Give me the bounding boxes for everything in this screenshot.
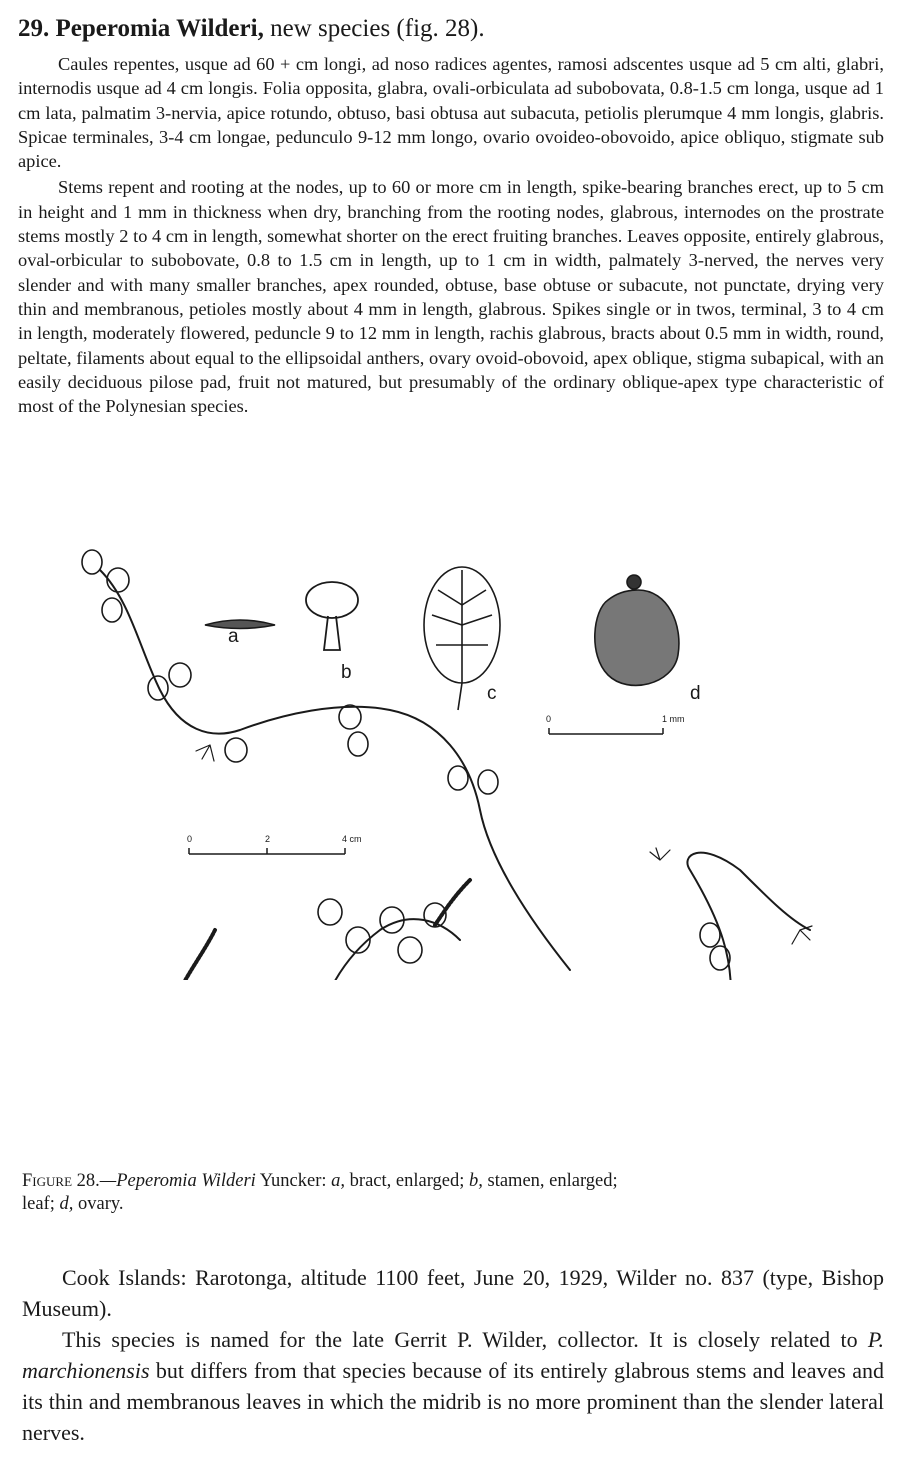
label-c: c [487, 683, 497, 704]
species-heading-rest: new species (fig. 28). [263, 15, 485, 42]
scale-mm-end: 1 mm [662, 714, 685, 724]
caption-species: —Peperomia Wilderi [99, 1171, 256, 1191]
collection-record: Cook Islands: Rarotonga, altitude 1100 feet, June 20, 1929, Wilder no. 837 (type, Bishop Museum). [22, 1265, 884, 1321]
ovary-detail [588, 570, 688, 700]
english-description: Stems repent and rooting at the nodes, up to 60 or more cm in length, spike-bearing branches erect, up to 5 cm in height and 1 mm in thickness when dry, branching from the rooting nodes, glabrous, internodes on the prostrate stems mostly 2 to 4 cm in length, somewhat shorter on the erect fruiting branches. Leaves opposite, entirely glabrous, oval-orbicular to subobovate, 0.8 to 1.5 cm in length, up to 1 cm in width, palmately 3-nerved, the nerves very slender and with many smaller branches, apex rounded, obtuse, base obtuse or subacute, not punctate, drying very thin and membranous, petioles mostly about 4 mm in length, glabrous. Spikes single or in twos, terminal, 3 to 4 cm in length, moderately flowered, peduncle 9 to 12 mm in length, rachis glabrous, bracts about 0.5 mm in width, round, peltate, filaments about equal to the ellipsoidal anthers, ovary ovoid-obovoid, apex oblique, stigma subapical, with an easily deciduous pilose pad, fruit not matured, but presumably of the ordinary oblique-apex type characteristic of most of the Polynesian species. [18, 177, 884, 417]
caption-desc-d: ovary. [73, 1194, 124, 1214]
leaf [318, 899, 342, 925]
stamen-detail [302, 580, 372, 660]
caption-b: b, [464, 1171, 483, 1191]
figure-label: Figure 28. [22, 1171, 100, 1191]
fruiting-spike-center [435, 880, 470, 925]
leaf [339, 705, 361, 729]
scale-bar-mm [545, 720, 665, 740]
bract-detail [200, 610, 280, 650]
leaf [82, 550, 102, 574]
leaf [448, 766, 468, 790]
locality-section [22, 1262, 884, 1448]
leaf-detail [420, 565, 510, 715]
species-name: Peperomia Wilderi, [55, 15, 264, 42]
leaf [700, 923, 720, 947]
botanical-illustration [40, 540, 890, 980]
leaf [225, 738, 247, 762]
note-start: This species is named for the late Gerrit P. Wilder, collector. It is closely related to [62, 1327, 868, 1352]
caption-line2: leaf; [22, 1194, 55, 1214]
page-content [18, 14, 884, 418]
label-b: b [341, 662, 352, 683]
leaf [102, 598, 122, 622]
note-end: but differs from that species because of its entirely glabrous stems and leaves and its thin and membranous leaves in which the midrib is no more prominent than the slender lateral nerves. [22, 1358, 884, 1445]
caption-desc-a: bract, enlarged; [345, 1171, 465, 1191]
leaf [169, 663, 191, 687]
label-d: d [690, 683, 701, 704]
caption-d: d, [54, 1194, 74, 1214]
leaf [478, 770, 498, 794]
species-number: 29. [18, 15, 50, 42]
caption-desc-b: stamen, enlarged; [482, 1171, 618, 1191]
center-branch [310, 919, 460, 980]
leaf [398, 937, 422, 963]
note-species: P. marchionensis [22, 1327, 884, 1383]
caption-a: a, [326, 1171, 346, 1191]
fruiting-spike-left [180, 930, 215, 980]
label-a: a [228, 626, 239, 647]
species-note [22, 1324, 884, 1448]
latin-description: Caules repentes, usque ad 60 + cm longi, ad noso radices agentes, ramosi adscentes usque ad 5 cm alti, glabri, internodis usque ad 4 cm longis. Folia opposita, glabra, ovali-orbiculata ad subobovata, 0.8-1.5 cm longa, usque ad 1 cm lata, palmatim 3-nervia, apice rotundo, obtuso, basi obtusa aut subacuta, petiolis plerumque 4 mm longis, glabris. Spicae terminales, 3-4 cm longae, pedunculo 9-12 mm longo, ovario ovoideo-obovoido, apice obliquo, stigmate sub apice. [18, 54, 884, 172]
scale-cm-start: 0 [187, 834, 193, 844]
caption-author: Yuncker: [255, 1171, 327, 1191]
scale-cm-end: 4 cm [342, 834, 362, 844]
figure-caption [22, 1170, 884, 1216]
leaf [107, 568, 129, 592]
species-heading [18, 14, 884, 44]
scale-cm-mid: 2 [265, 834, 271, 844]
scale-mm-start: 0 [546, 714, 552, 724]
right-stem [687, 853, 810, 980]
leaf [348, 732, 368, 756]
